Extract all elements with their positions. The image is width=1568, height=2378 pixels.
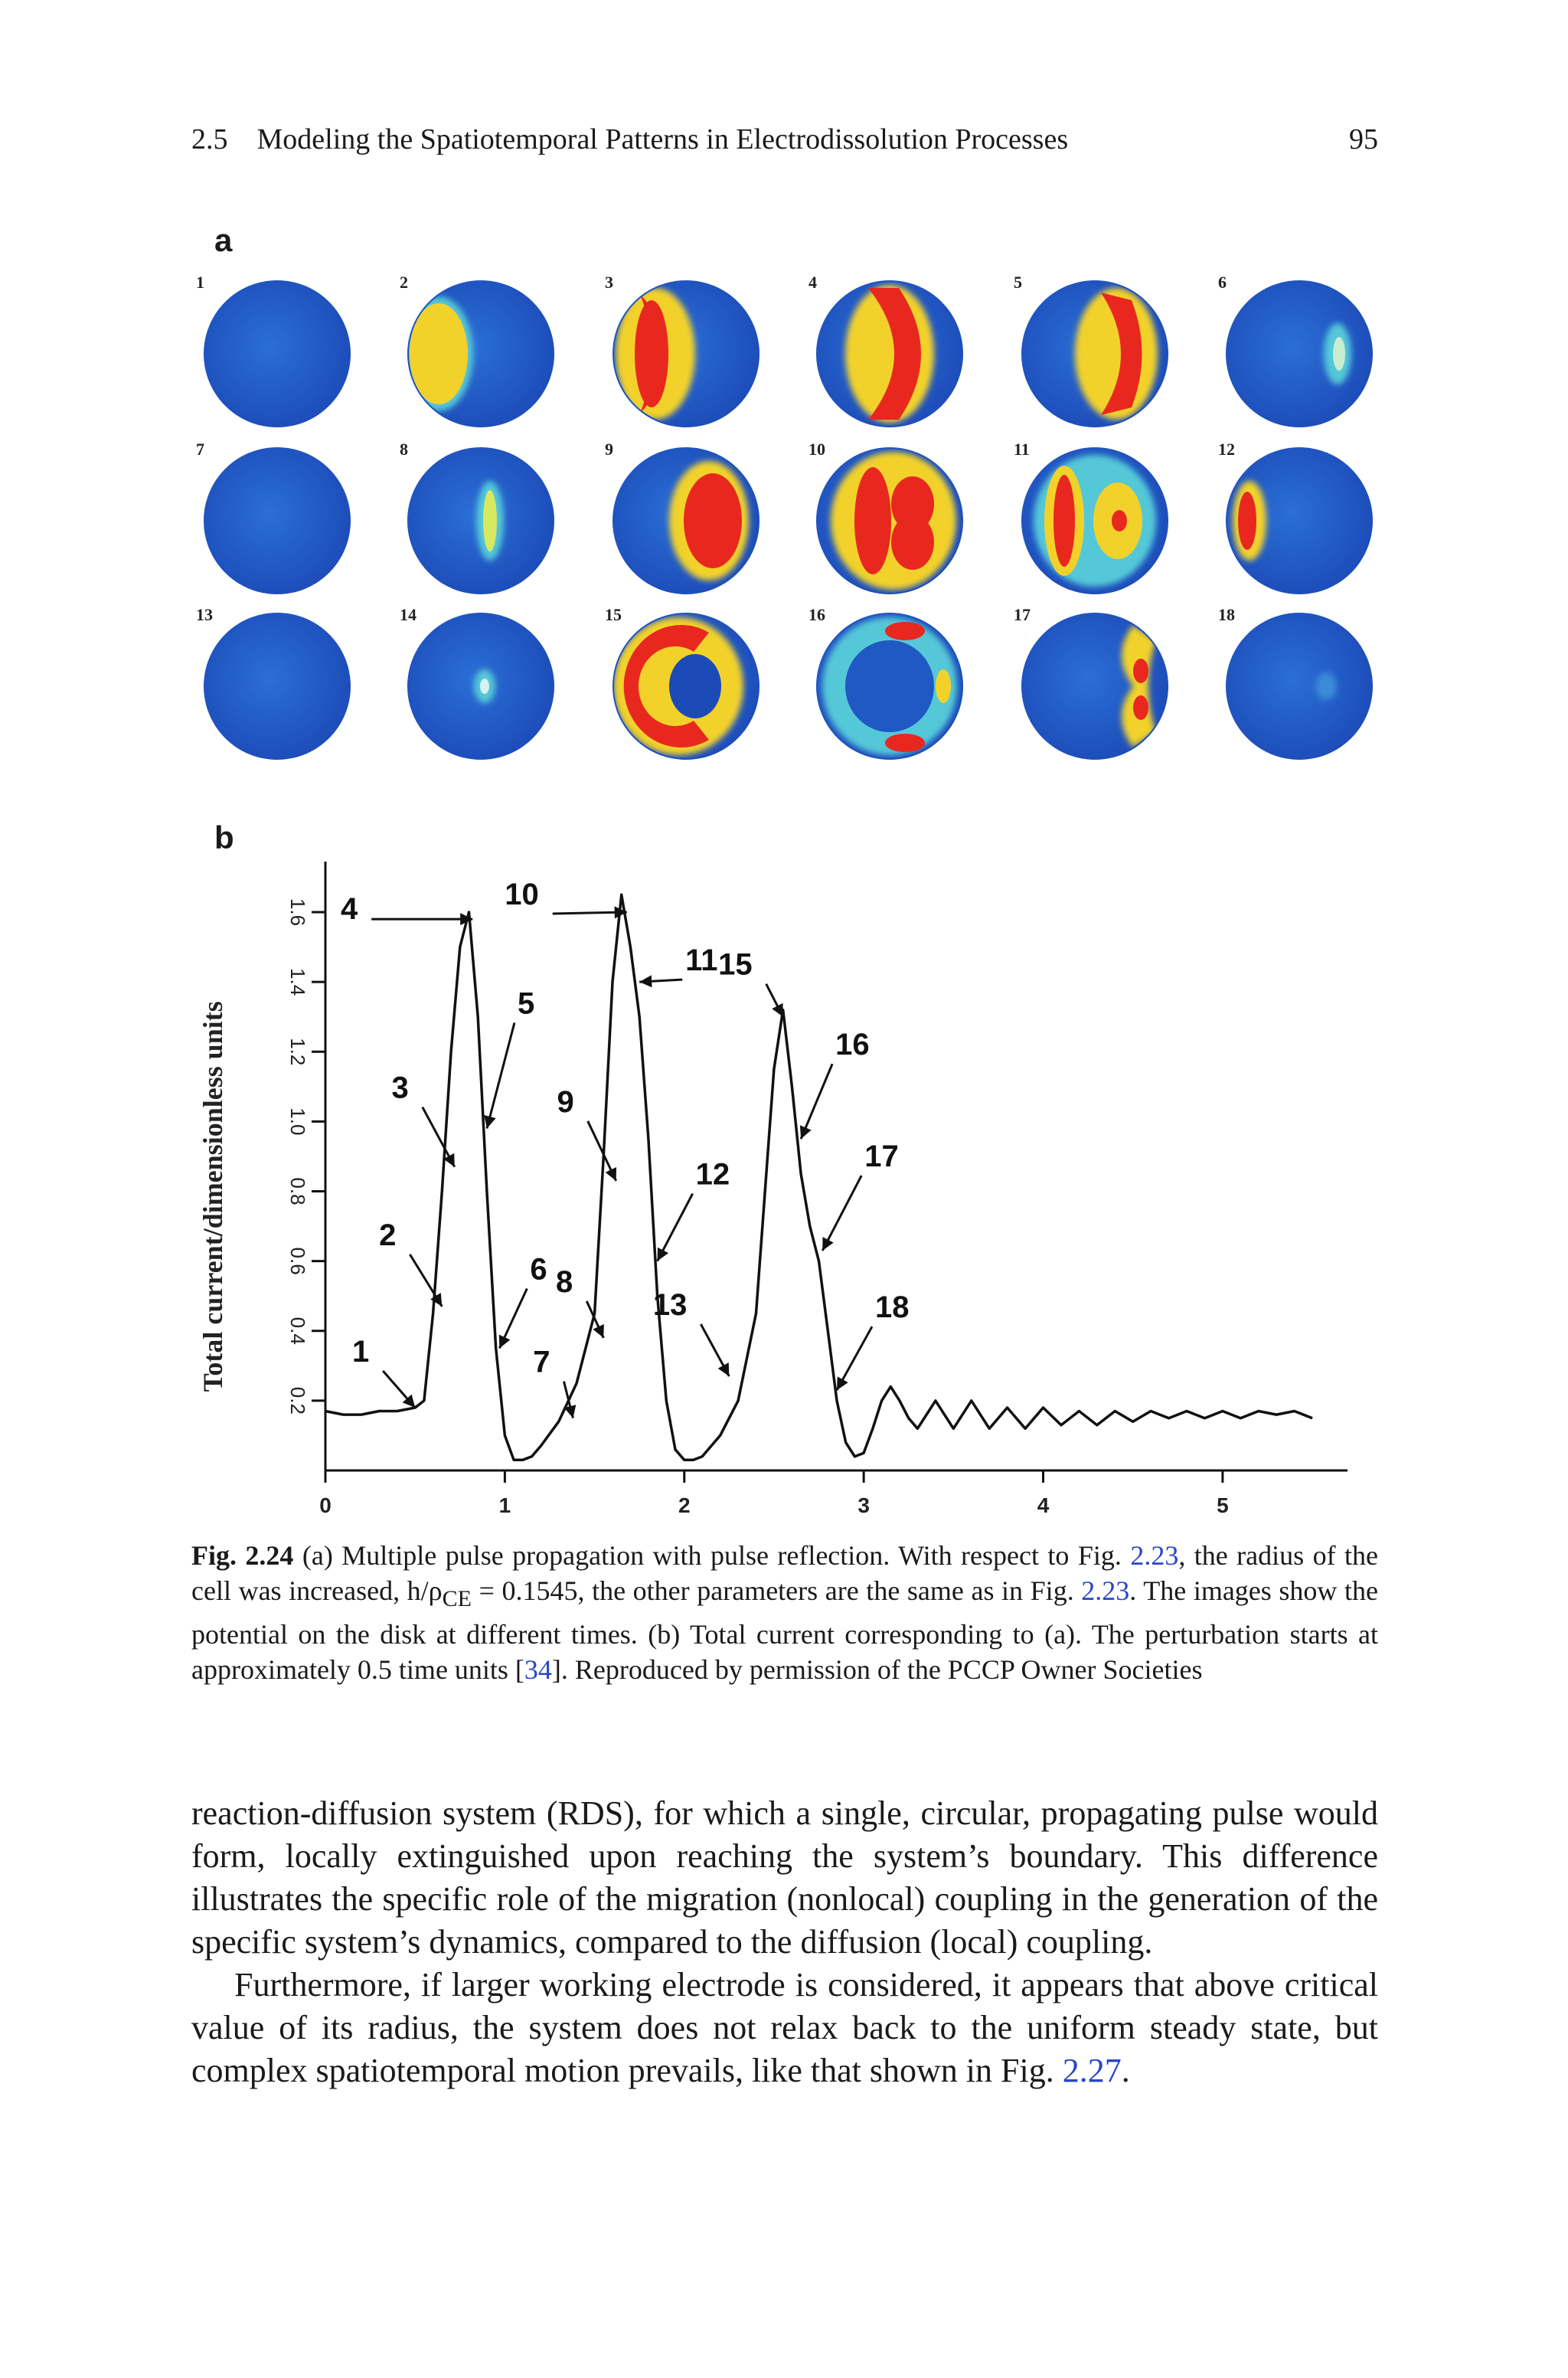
annotation-arrow-line (822, 1176, 861, 1251)
annotation-label: 7 (533, 1345, 550, 1379)
disk-snapshot (808, 605, 963, 760)
snapshot-number: 13 (196, 605, 213, 624)
snapshot-number: 2 (400, 273, 408, 292)
y-tick-label: 1.2 (286, 1038, 310, 1066)
body-text (191, 1792, 1378, 2092)
annotation-label: 10 (505, 877, 539, 911)
snapshot-number: 18 (1218, 605, 1235, 624)
disk-snapshot (808, 273, 963, 427)
annotation-arrowhead (484, 1115, 495, 1129)
annotation-label: 15 (718, 947, 753, 982)
disk-snapshot (605, 273, 760, 427)
y-tick-label: 0.2 (286, 1386, 310, 1415)
annotation-arrow-line (487, 1022, 514, 1128)
disk-snapshot (808, 440, 963, 594)
snapshot-number: 15 (605, 605, 622, 624)
disk-snapshot (605, 440, 760, 594)
y-tick-label: 0.8 (286, 1177, 310, 1205)
annotation-label: 16 (835, 1028, 870, 1062)
annotation-label: 1 (351, 1334, 370, 1369)
x-tick-label: 2 (678, 1493, 691, 1516)
disk-snapshot (196, 440, 351, 594)
current-chart (184, 827, 1348, 1516)
annotation-arrowhead (639, 975, 652, 987)
panel-a-label: a (214, 222, 233, 258)
caption-text: ]. Reproduced by permission of the PCCP Owner Societies (551, 1654, 1203, 1686)
annotation-label: 3 (391, 1071, 409, 1105)
y-tick-label: 0.4 (286, 1317, 310, 1345)
snapshot-number: 11 (1014, 440, 1030, 459)
citation-link[interactable]: 34 (524, 1654, 552, 1686)
paragraph: reaction-diffusion system (RDS), for which a single, circular, propagating pulse would form, locally extinguished upon reaching the system’s boundary. This difference illustrates the specific role of the migration (nonlocal) coupling in the generation of the specific system’s dynamics, compared to the diffusion (local) coupling. (191, 1794, 1378, 1961)
x-tick-label: 1 (498, 1493, 511, 1516)
snapshot-number: 7 (196, 440, 204, 459)
x-tick-label: 4 (1037, 1493, 1050, 1516)
figure-ref-link[interactable]: 2.23 (1081, 1575, 1130, 1606)
caption-text: (a) Multiple pulse propagation with pulse reflection. With respect to Fig. (293, 1540, 1131, 1571)
annotation-label: 18 (874, 1290, 910, 1325)
figure-ref-link[interactable]: 2.23 (1130, 1540, 1179, 1571)
caption-label: Fig. 2.24 (191, 1540, 294, 1571)
disk-snapshot (400, 440, 554, 594)
annotation-label: 9 (557, 1084, 574, 1119)
snapshot-number: 12 (1218, 440, 1235, 459)
disk-snapshot (1218, 440, 1373, 594)
snapshot-number: 16 (808, 605, 825, 624)
paragraph-text: Furthermore, if larger working electrode is considered, it appears that above critical value of its radius, the system does not relax back to the uniform steady state, but complex spatiotemporal motion prevails, like that shown in Fig. (191, 1966, 1378, 2089)
snapshot-number: 1 (196, 273, 204, 292)
snapshot-number: 14 (400, 605, 416, 624)
snapshot-number: 8 (400, 440, 408, 459)
disk-snapshot (1014, 273, 1168, 427)
snapshot-grid (0, 0, 1568, 781)
caption-text: . The images show the potential on the disk at different times. (b) Total current corresponding to (a). The perturbation starts at approximately 0.5 time units [ (191, 1575, 1378, 1686)
y-axis-label: Total current/dimensionless units (198, 1001, 228, 1392)
x-tick-label: 3 (858, 1493, 870, 1516)
snapshot-number: 4 (808, 273, 817, 292)
figure-caption (191, 1538, 1378, 1687)
x-tick-label: 0 (319, 1493, 332, 1516)
disk-snapshot (196, 605, 351, 760)
snapshot-number: 17 (1014, 605, 1031, 624)
running-header: 2.5 Modeling the Spatiotemporal Patterns in Electrodissolution Processes (191, 123, 1069, 155)
disk-snapshot (1218, 273, 1373, 427)
snapshot-number: 10 (808, 440, 825, 459)
disk-snapshot (605, 605, 760, 760)
paragraph-text: . (1121, 2052, 1130, 2089)
caption-text: , the radius of the cell was increased, h/ρ (191, 1540, 1378, 1606)
y-tick-label: 1.0 (286, 1107, 310, 1136)
panel-b-label: b (214, 819, 234, 855)
disk-snapshot (196, 273, 351, 427)
annotation-label: 13 (652, 1287, 688, 1322)
annotation-label: 11 (685, 944, 718, 978)
annotation-label: 12 (695, 1157, 730, 1192)
figure-ref-link[interactable]: 2.27 (1062, 2052, 1122, 2089)
annotation-label: 4 (340, 892, 358, 927)
disk-snapshot (400, 605, 554, 760)
x-tick-label: 5 (1217, 1493, 1229, 1516)
paragraph (191, 1964, 1378, 2092)
annotation-label: 5 (517, 986, 535, 1021)
y-tick-label: 1.6 (286, 898, 310, 927)
annotation-label: 17 (864, 1139, 899, 1173)
y-tick-label: 1.4 (286, 968, 310, 996)
snapshot-number: 6 (1218, 273, 1227, 292)
annotation-label: 6 (530, 1252, 547, 1287)
series-line (325, 895, 1312, 1460)
disk-snapshot (1014, 605, 1168, 760)
disk-snapshot (400, 273, 554, 427)
snapshot-number: 9 (605, 440, 613, 459)
annotation-label: 8 (556, 1264, 573, 1299)
disk-snapshot (1014, 440, 1168, 594)
annotation-label: 2 (379, 1218, 397, 1252)
snapshot-number: 3 (605, 273, 613, 292)
snapshot-number: 5 (1014, 273, 1022, 292)
caption-subscript: CE (442, 1586, 472, 1612)
y-tick-label: 0.6 (286, 1247, 310, 1275)
page-number: 95 (1349, 123, 1378, 155)
caption-text: = 0.1545, the other parameters are the same as in Fig. (471, 1575, 1082, 1606)
disk-snapshot (1218, 605, 1373, 760)
